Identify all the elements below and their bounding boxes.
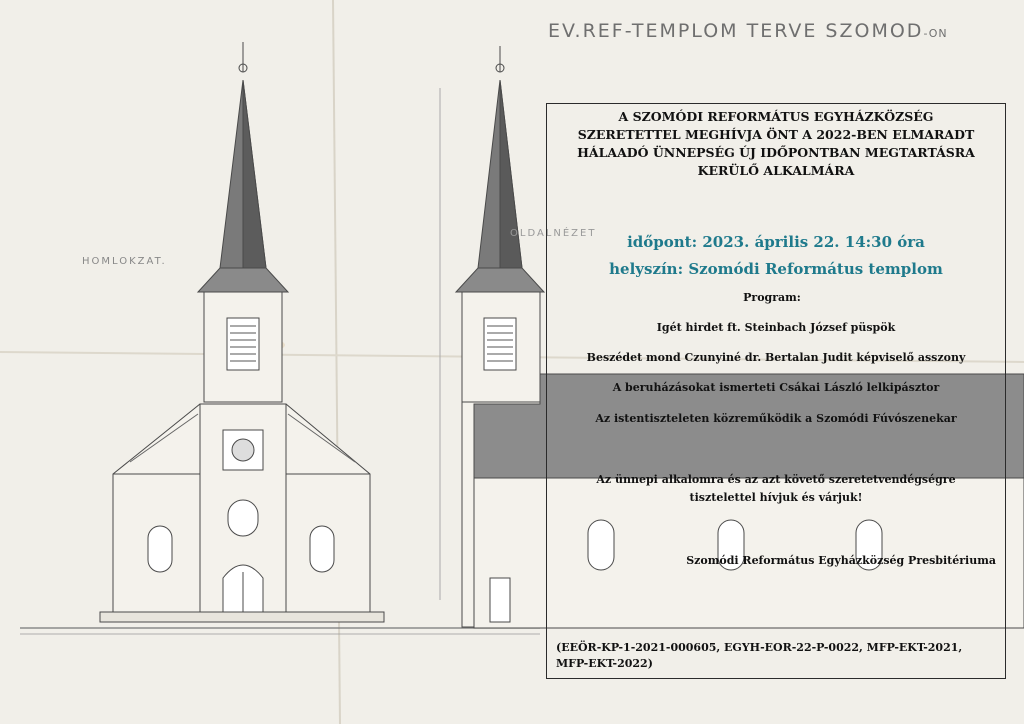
signature: Szomódi Református Egyházközség Presbitériuma (686, 554, 996, 567)
blueprint-title-main: EV.REF-TEMPLOM TERVE SZOMOD (548, 20, 924, 42)
program-item: Igét hirdet ft. Steinbach József püspök (656, 321, 896, 334)
program-title: Program: (743, 291, 801, 304)
side-view-label: OLDALNÉZET (510, 228, 597, 239)
closing-line: tisztelettel hívjuk és várjuk! (689, 491, 863, 504)
program-item: Beszédet mond Czunyiné dr. Bertalan Judit képviselő asszony (586, 351, 966, 364)
heading-line: KERÜLŐ ALKALMÁRA (697, 163, 855, 178)
program-item: A beruházásokat ismerteti Csákai László lelkipásztor (612, 381, 940, 394)
heading-line: A SZOMÓDI REFORMÁTUS EGYHÁZKÖZSÉG (618, 109, 934, 124)
heading-line: HÁLAADÓ ÜNNEPSÉG ÚJ IDŐPONTBAN MEGTARTÁSRA (577, 145, 975, 160)
grant-reference: (EEÖR-KP-1-2021-000605, EGYH-EOR-22-P-0022, MFP-EKT-2021, MFP-EKT-2022) (556, 641, 963, 670)
invitation-heading (550, 108, 1002, 180)
front-view-label: HOMLOKZAT. (82, 256, 167, 267)
blueprint-title-suffix: -ON (923, 27, 948, 40)
program-item: Az istentiszteleten közreműködik a Szomódi Fúvószenekar (595, 412, 957, 425)
closing-line: Az ünnepi alkalomra és az azt követő szeretetvendégségre (596, 473, 956, 486)
heading-line: SZERETETTEL MEGHÍVJA ÖNT A 2022-BEN ELMARADT (577, 127, 975, 142)
event-date: időpont: 2023. április 22. 14:30 óra (627, 233, 925, 251)
event-place: helyszín: Szomódi Református templom (609, 260, 943, 278)
blueprint-title (548, 20, 948, 42)
